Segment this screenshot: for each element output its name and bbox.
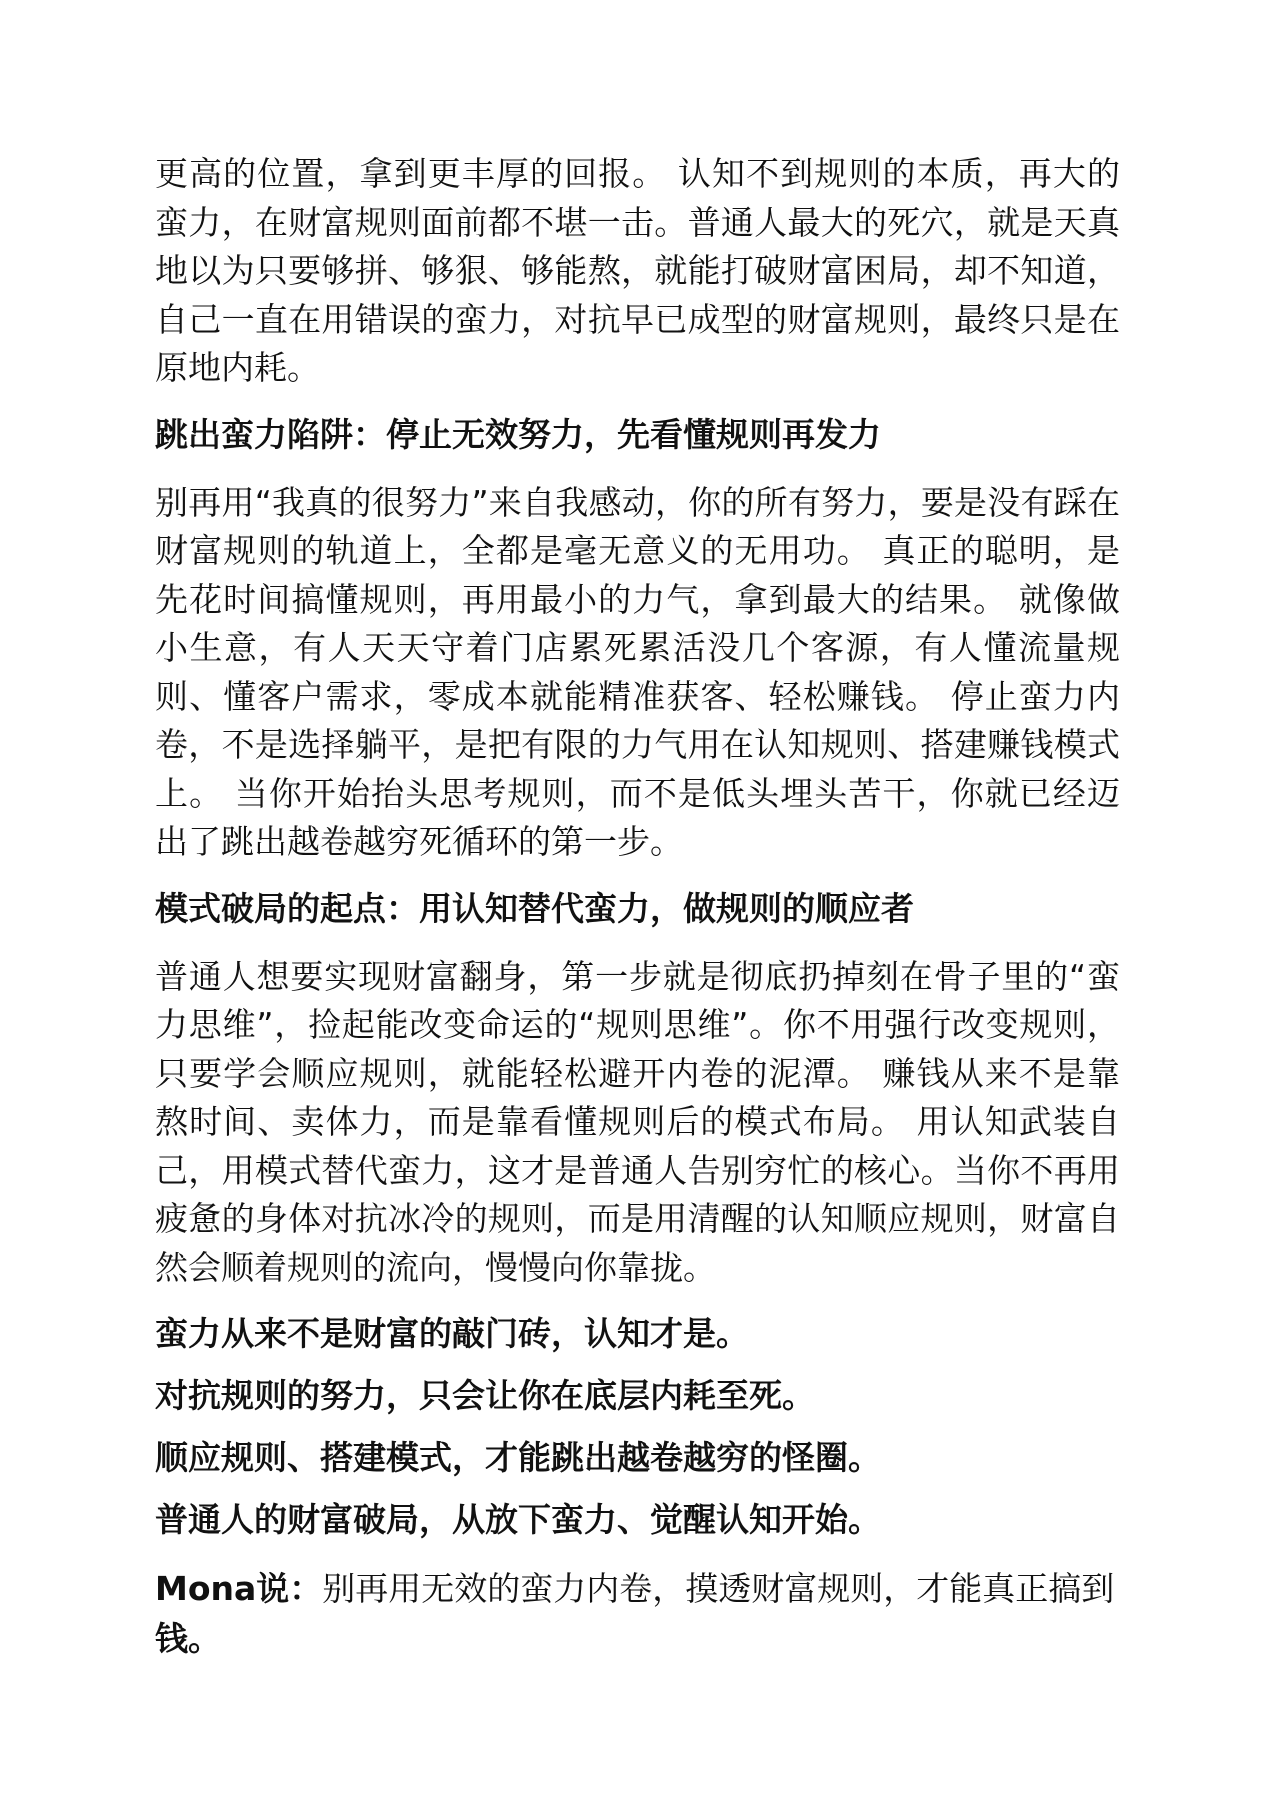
section-heading-2: 模式破局的起点：用认知替代蛮力，做规则的顺应者: [155, 888, 914, 928]
paragraph-intro: 更高的位置，拿到更丰厚的回报。 认知不到规则的本质，再大的蛮力，在财富规则面前都不堪一击。普通人最大的死穴，就是天真地以为只要够拼、够狠、够能熬，就能打破财富困局，却不知道，自己一直在用错误的蛮力，对抗早已成型的财富规则，最终只是在原地内耗。: [155, 154, 1120, 387]
mona-label: Mona说：: [155, 1569, 323, 1608]
paragraph-section-1: 别再用“我真的很努力”来自我感动，你的所有努力，要是没有踩在财富规则的轨道上，全都是毫无意义的无用功。 真正的聪明，是先花时间搞懂规则，再用最小的力气，拿到最大的结果。 就像做小生意，有人天天守着门店累死累活没几个客源，有人懂流量规则、懂客户需求，零成本就能精准获客、轻松赚钱。 停止蛮力内卷，不是选择躺平，是把有限的力气用在认知规则、搭建赚钱模式上。 当你开始抬头思考规则，而不是低头埋头苦干，你就已经迈出了跳出越卷越穷死循环的第一步。: [155, 482, 1120, 861]
paragraph-section-2: 普通人想要实现财富翻身，第一步就是彻底扔掉刻在骨子里的“蛮力思维”，捡起能改变命运的“规则思维”。你不用强行改变规则，只要学会顺应规则，就能轻松避开内卷的泥潭。 赚钱从来不是靠熬时间、卖体力，而是靠看懂规则后的模式布局。 用认知武装自己，用模式替代蛮力，这才是普通人告别穷忙的核心。当你不再用疲惫的身体对抗冰冷的规则，而是用清醒的认知顺应规则，财富自然会顺着规则的流向，慢慢向你靠拢。: [155, 956, 1120, 1287]
summary-line-1: 蛮力从来不是财富的敲门砖，认知才是。: [155, 1314, 749, 1353]
summary-line-2: 对抗规则的努力，只会让你在底层内耗至死。: [155, 1376, 815, 1415]
section-heading-1: 跳出蛮力陷阱：停止无效努力，先看懂规则再发力: [155, 414, 881, 454]
document-page: [155, 150, 1120, 1664]
mona-quote: [155, 1564, 1120, 1664]
summary-line-4: 普通人的财富破局，从放下蛮力、觉醒认知开始。: [155, 1500, 881, 1539]
mona-text: 别再用无效的蛮力内卷，摸透财富规则，才能真正搞到: [322, 1569, 1115, 1608]
summary-line-3: 顺应规则、搭建模式，才能跳出越卷越穷的怪圈。: [155, 1438, 881, 1477]
mona-tail: 钱。: [155, 1619, 221, 1658]
